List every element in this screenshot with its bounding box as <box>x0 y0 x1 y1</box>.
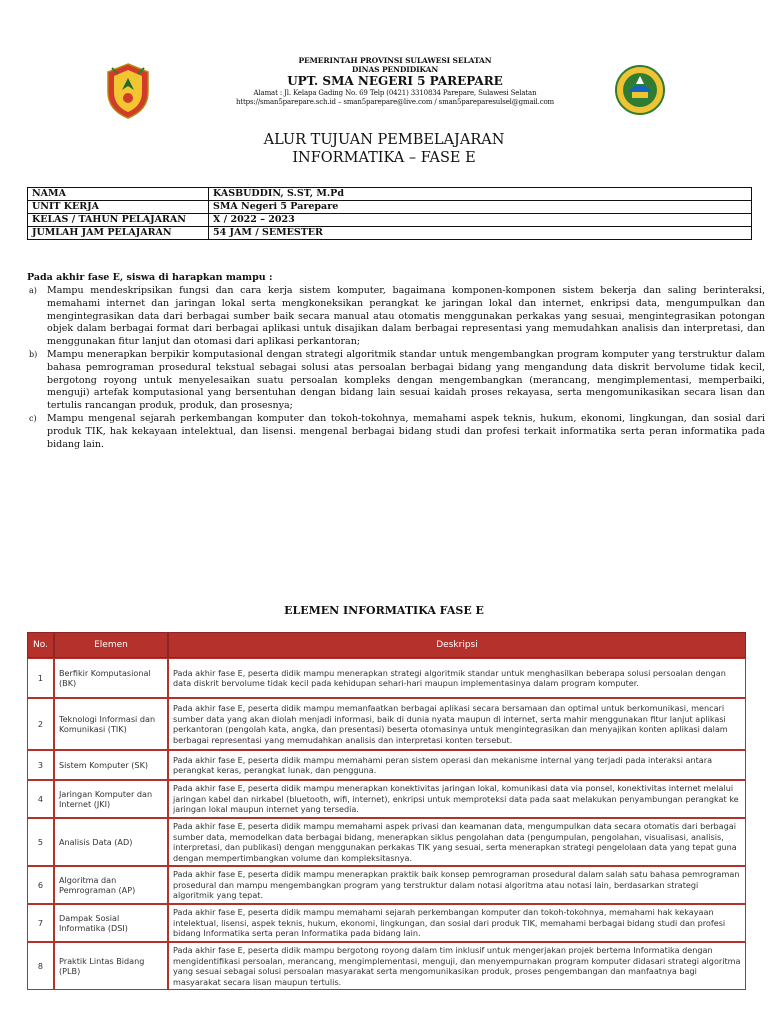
document-title <box>0 131 768 167</box>
identity-key: NAMA <box>28 188 209 201</box>
identity-row <box>28 214 752 227</box>
identity-value: 54 JAM / SEMESTER <box>209 227 752 240</box>
identity-value: KASBUDDIN, S.ST, M.Pd <box>209 188 752 201</box>
letterhead-address: Alamat : Jl. Kelapa Gading No. 69 Telp (0421) 3310834 Parepare, Sulawesi Selatan <box>253 89 537 97</box>
letterhead <box>100 56 670 126</box>
table-row <box>27 818 746 866</box>
title-line-2: INFORMATIKA – FASE E <box>292 150 476 166</box>
row-no: 2 <box>27 698 54 750</box>
goal-text: Mampu menerapkan berpikir komputasional dengan strategi algoritmik standar untuk mengembangkan program komputer yang terstruktur dalam bahasa pemrograman prosedural tekstual sebagai solusi atas persoalan berbagai bidang yang mengandung data diskrit bervolume tidak kecil, bergotong royong untuk menyelesaikan suatu persoalan kompleks dengan mengembangkan (merancang, mengimplementasi, memperbaiki, menguji) artefak komputasional yang bersentuhan dengan bidang lain sesuai kaidah proses rekayasa, serta mengomunikasikan secara lisan dan tertulis rancangan produk, produk, dan prosesnya; <box>47 348 765 412</box>
goal-marker: a) <box>29 286 37 295</box>
row-elemen: Berfikir Komputasional (BK) <box>54 658 168 698</box>
header-elemen: Elemen <box>54 632 168 658</box>
row-deskripsi: Pada akhir fase E, peserta didik mampu memahami peran sistem operasi dan mekanisme internal yang terjadi pada interaksi antara perangkat keras, perangkat lunak, dan pengguna. <box>168 750 746 780</box>
identity-row <box>28 201 752 214</box>
goals-list <box>27 285 765 451</box>
table-row <box>27 866 746 904</box>
table-row <box>27 658 746 698</box>
row-deskripsi: Pada akhir fase E, peserta didik mampu menerapkan konektivitas jaringan lokal, komunikasi data via ponsel, konektivitas internet melalui jaringan kabel dan nirkabel (bluetooth, wifi, internet), enkripsi untuk memproteksi data pada saat melakukan penyambungan perangkat ke jaringan lokal maupun internet yang tersedia. <box>168 780 746 818</box>
row-no: 1 <box>27 658 54 698</box>
goal-marker: b) <box>29 349 38 359</box>
city-emblem-icon <box>614 64 666 116</box>
row-elemen: Sistem Komputer (SK) <box>54 750 168 780</box>
letterhead-department: DINAS PENDIDIKAN <box>351 65 439 74</box>
header-deskripsi: Deskripsi <box>168 632 746 658</box>
goal-text: Mampu mengenal sejarah perkembangan komputer dan tokoh-tokohnya, memahami aspek teknis, hukum, ekonomi, lingkungan, dan sosial dari produk TIK, hak kekayaan intelektual, dan lisensi. mengenal berbagai bidang studi dan profesi terkait informatika serta peran informatika pada bidang lain. <box>47 412 765 450</box>
row-deskripsi: Pada akhir fase E, peserta didik mampu memahami aspek privasi dan keamanan data, mengumpulkan data secara otomatis dari berbagai sumber data, memodelkan data berbagai bidang, menerapkan siklus pengolahan data (pengumpulan, pengolahan, visualisasi, analisis, interpretasi, dan publikasi) dengan menggunakan perkakas TIK yang sesuai, serta menerapkan strategi pengelolaan data yang tepat guna dengan mempertimbangkan volume dan kompleksitasnya. <box>168 818 746 866</box>
identity-value: X / 2022 – 2023 <box>209 214 752 227</box>
goal-marker: c) <box>29 413 37 423</box>
table-row <box>27 904 746 942</box>
row-no: 5 <box>27 818 54 866</box>
table-row <box>27 942 746 990</box>
identity-value: SMA Negeri 5 Parepare <box>209 201 752 214</box>
row-elemen: Algoritma dan Pemrograman (AP) <box>54 866 168 904</box>
row-deskripsi: Pada akhir fase E, peserta didik mampu memanfaatkan berbagai aplikasi secara bersamaan dan optimal untuk berkomunikasi, mencari sumber data yang akan diolah menjadi informasi, baik di dunia nyata maupun di internet, serta mahir menggunakan fitur lanjut aplikasi perkantoran (pengolah kata, angka, dan presentasi) beserta otomasinya untuk mengintegrasikan dan menyajikan konten aplikasi dalam berbagai representasi yang memudahkan analisis dan interpretasi konten tersebut. <box>168 698 746 750</box>
row-deskripsi: Pada akhir fase E, peserta didik mampu bergotong royong dalam tim inklusif untuk mengerjakan projek bertema Informatika dengan mengidentifikasi persoalan, merancang, mengimplementasi, menguji, dan menyempurnakan program komputer didasari strategi algoritma yang sesuai sebagai solusi persoalan masyarakat serta mengomunikasikan produk, proses pengembangan dan manfaatnya bagi masyarakat secara lisan maupun tertulis. <box>168 942 746 990</box>
header-no: No. <box>27 632 54 658</box>
letterhead-government: PEMERINTAH PROVINSI SULAWESI SELATAN <box>298 56 492 65</box>
goals-intro: Pada akhir fase E, siswa di harapkan mampu : <box>27 272 273 283</box>
elements-table <box>27 632 746 990</box>
goal-item <box>27 285 765 349</box>
identity-key: JUMLAH JAM PELAJARAN <box>28 227 209 240</box>
row-no: 8 <box>27 942 54 990</box>
row-no: 4 <box>27 780 54 818</box>
row-elemen: Analisis Data (AD) <box>54 818 168 866</box>
table-row <box>27 750 746 780</box>
row-deskripsi: Pada akhir fase E, peserta didik mampu menerapkan strategi algoritmik standar untuk menghasilkan beberapa solusi persoalan dengan data diskrit bervolume tidak kecil pada kehidupan sehari-hari maupun implementasinya dalam program komputer. <box>168 658 746 698</box>
elements-title: ELEMEN INFORMATIKA FASE E <box>284 604 484 617</box>
row-elemen: Praktik Lintas Bidang (PLB) <box>54 942 168 990</box>
row-no: 3 <box>27 750 54 780</box>
row-no: 6 <box>27 866 54 904</box>
provincial-emblem-icon <box>104 62 152 120</box>
table-row <box>27 780 746 818</box>
goal-item <box>27 413 765 451</box>
goal-text: Mampu mendeskripsikan fungsi dan cara kerja sistem komputer, bagaimana komponen-komponen sistem bekerja dan saling berinteraksi, memahami internet dan jaringan lokal serta mengkoneksikan perangkat ke jaringan lokal dan internet, enkripsi data, mengumpulkan dan mengintegrasikan data dari berbagai sumber baik secara manual atau otomatis menggunakan perkakas yang sesuai, mengintegrasikan potongan objek dalam berbagai format dari berbagai aplikasi untuk disajikan dalam berbagai representasi yang memudahkan analisis dan interpretasi, dan menggunakan fitur lanjut dan otomasi dari aplikasi perkantoran; <box>47 285 765 348</box>
identity-table <box>27 187 752 240</box>
identity-key: UNIT KERJA <box>28 201 209 214</box>
letterhead-school: UPT. SMA NEGERI 5 PAREPARE <box>287 74 503 88</box>
goal-item <box>27 349 765 413</box>
row-no: 7 <box>27 904 54 942</box>
elements-header-row <box>27 632 746 658</box>
letterhead-contact: https://sman5parepare.sch.id – sman5parepare@live.com / sman5pareparesulsel@gmail.com <box>235 98 555 106</box>
row-deskripsi: Pada akhir fase E, peserta didik mampu menerapkan praktik baik konsep pemrograman prosedural dalam salah satu bahasa pemrograman prosedural dan mampu mengembangkan program yang terstruktur dalam notasi algoritma atau notasi lain, berdasarkan strategi algoritmik yang tepat. <box>168 866 746 904</box>
row-elemen: Teknologi Informasi dan Komunikasi (TIK) <box>54 698 168 750</box>
identity-row <box>28 227 752 240</box>
table-row <box>27 698 746 750</box>
identity-key: KELAS / TAHUN PELAJARAN <box>28 214 209 227</box>
title-line-1: ALUR TUJUAN PEMBELAJARAN <box>263 132 505 148</box>
row-elemen: Dampak Sosial Informatika (DSI) <box>54 904 168 942</box>
row-deskripsi: Pada akhir fase E, peserta didik mampu memahami sejarah perkembangan komputer dan tokoh-tokohnya, memahami hak kekayaan intelektual, lisensi, aspek teknis, hukum, ekonomi, lingkungan, dan sosial dari produk TIK, memahami berbagai bidang studi dan profesi bidang Informatika serta peran Informatika pada bidang lain. <box>168 904 746 942</box>
row-elemen: Jaringan Komputer dan Internet (JKI) <box>54 780 168 818</box>
identity-row <box>28 188 752 201</box>
